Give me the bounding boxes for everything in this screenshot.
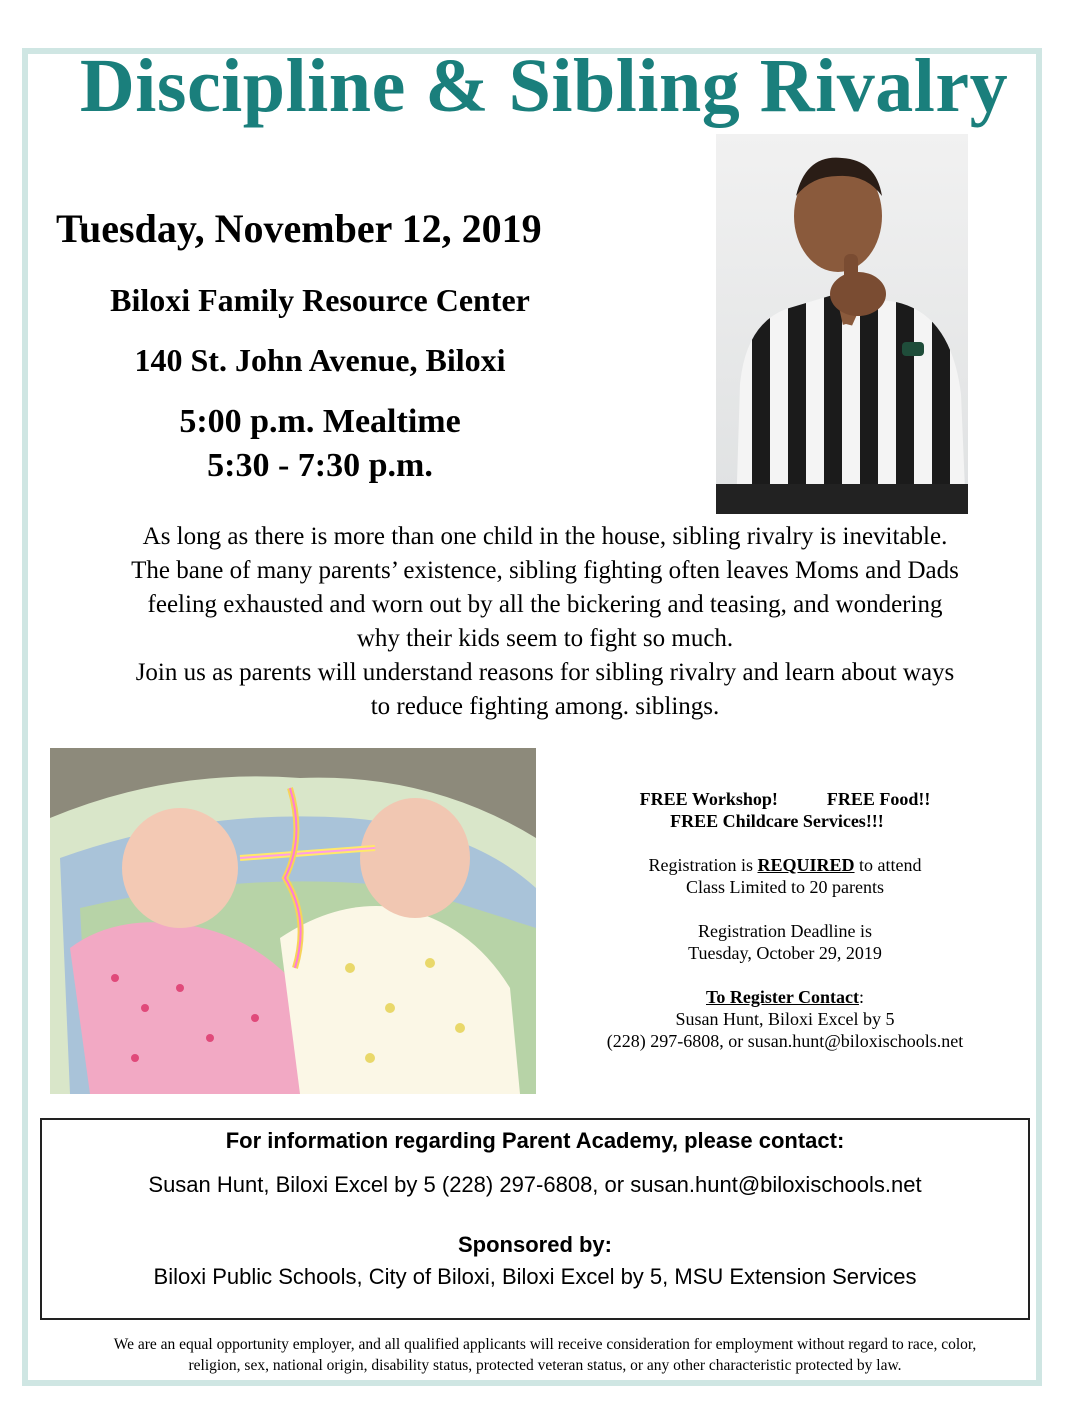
- legal-line: religion, sex, national origin, disability status, protected veteran status, or any other characteristic protected by law.: [188, 1357, 902, 1374]
- event-details: [560, 788, 1010, 1052]
- required-text: REQUIRED: [757, 855, 855, 875]
- description-line: Join us as parents will understand reasons for sibling rivalry and learn about ways: [135, 659, 955, 686]
- legal-line: We are an equal opportunity employer, and all qualified applicants will receive consideration for employment without regard to race, color,: [113, 1336, 977, 1353]
- registration-prefix: Registration is: [648, 855, 758, 875]
- register-contact-details: (228) 297-6808, or susan.hunt@biloxischools.net: [606, 1031, 964, 1051]
- event-venue: Biloxi Family Resource Center: [110, 282, 530, 318]
- sponsor-list: Biloxi Public Schools, City of Biloxi, Biloxi Excel by 5, MSU Extension Services: [153, 1264, 917, 1289]
- info-contact: Susan Hunt, Biloxi Excel by 5 (228) 297-6808, or susan.hunt@biloxischools.net: [148, 1172, 922, 1197]
- deadline-label: Registration Deadline is: [698, 921, 872, 941]
- register-contact-heading: [560, 986, 1010, 1008]
- register-contact-name: Susan Hunt, Biloxi Excel by 5: [675, 1009, 895, 1029]
- info-box: [40, 1118, 1030, 1320]
- description-line: The bane of many parents’ existence, sibling fighting often leaves Moms and Dads: [131, 557, 959, 584]
- sponsor-heading: Sponsored by:: [457, 1232, 612, 1257]
- registration-required: [560, 854, 1010, 876]
- class-time: 5:30 - 7:30 p.m.: [207, 447, 433, 484]
- class-limit: Class Limited to 20 parents: [686, 877, 884, 897]
- register-contact-label: To Register Contact: [706, 987, 859, 1007]
- description-line: to reduce fighting among. siblings.: [370, 693, 720, 720]
- babies-photo: [50, 748, 536, 1094]
- meal-time: 5:00 p.m. Mealtime: [179, 403, 461, 440]
- free-workshop: FREE Workshop!: [639, 789, 778, 809]
- description-line: As long as there is more than one child in the house, sibling rivalry is inevitable.: [142, 523, 948, 550]
- free-offers: [560, 788, 1010, 810]
- registration-suffix: to attend: [854, 855, 922, 875]
- register-contact-colon: :: [858, 987, 864, 1007]
- free-food: FREE Food!!: [826, 789, 931, 809]
- description-line: feeling exhausted and worn out by all the bickering and teasing, and wondering: [147, 591, 943, 618]
- flyer-title: Discipline & Sibling Rivalry: [79, 44, 1009, 128]
- free-childcare: FREE Childcare Services!!!: [670, 811, 884, 831]
- equal-opportunity-statement: [40, 1334, 1050, 1376]
- deadline-date: Tuesday, October 29, 2019: [688, 943, 882, 963]
- event-address: 140 St. John Avenue, Biloxi: [134, 342, 506, 378]
- event-date: Tuesday, November 12, 2019: [56, 206, 542, 251]
- info-heading: For information regarding Parent Academy, please contact:: [225, 1128, 845, 1153]
- description-line: why their kids seem to fight so much.: [356, 625, 734, 652]
- referee-photo: [716, 134, 968, 514]
- event-description: [52, 520, 1038, 724]
